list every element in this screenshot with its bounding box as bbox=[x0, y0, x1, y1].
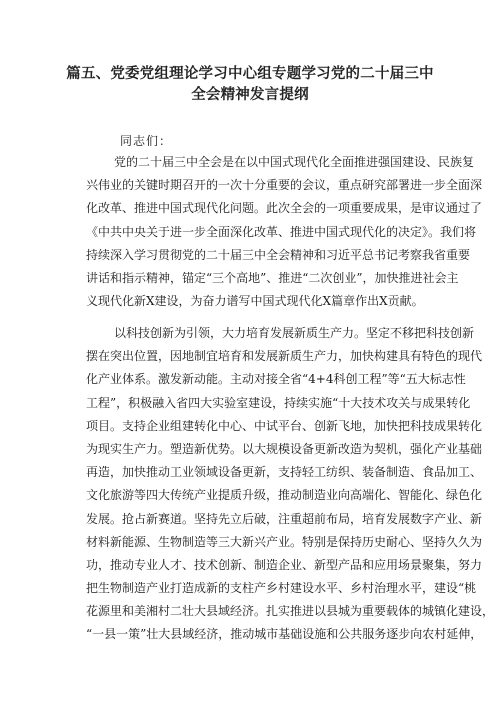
paragraph-2-line: 为现实生产力。塑造新优势。以大规模设备更新改造为契机，强化产业基础 bbox=[86, 441, 483, 456]
paragraph-2-line: 把生物制造产业打造成新的支柱产乡村建设水平、乡村治理水平，建设“桃 bbox=[86, 581, 477, 596]
paragraph-1-line: 持续深入学习贯彻党的二十届三中全会精神和习近平总书记考察我省重要 bbox=[86, 247, 471, 262]
paragraph-2-line: 材料新能源、生物制造等三大新兴产业。特别是保持历史耐心、坚持久久为 bbox=[86, 534, 483, 549]
paragraph-1 bbox=[86, 151, 483, 313]
paragraph-2-line: 功，推动专业人才、技术创新、制造企业、新型产品和应用场景聚集，努力 bbox=[86, 557, 483, 572]
paragraph-2-line: 花源里和美湘村二壮大县域经济。扎实推进以县城为重要载体的城镇化建设， bbox=[86, 604, 495, 619]
paragraph-1-line: 化改革、推进中国式现代化问题。此次全会的一项重要成果，是审议通过了 bbox=[86, 201, 483, 216]
paragraph-1-line: 《中共中央关于进一步全面深化改革、推进中国式现代化的决定》。我们将 bbox=[86, 224, 477, 239]
greeting: 同志们： bbox=[120, 134, 173, 148]
paragraph-1-line: 讲话和指示精神，锚定“三个高地”、推进“二次创业”，加快推进社会主 bbox=[86, 270, 459, 285]
paragraph-2-line: 以科技创新为引领，大力培育发展新质生产力。坚定不移把科技创新 bbox=[114, 326, 475, 340]
document-title-line1: 篇五、党委党组理论学习中心组专题学习党的二十届三中 bbox=[66, 66, 434, 82]
paragraph-2 bbox=[86, 322, 495, 647]
paragraph-2-line: 摆在突出位置，因地制宜培育和发展新质生产力，加快构建具有特色的现代 bbox=[86, 349, 483, 364]
paragraph-2-line: 工程”，积极融入省四大实验室建设，持续实施“十大技术攻关与成果转化 bbox=[86, 395, 471, 410]
paragraph-1-line: 党的二十届三中全会是在以中国式现代化全面推进强国建设、民族复 bbox=[114, 155, 475, 169]
paragraph-2-line: 发展。抢占新赛道。坚持先立后破，注重超前布局，培育发展数字产业、新 bbox=[86, 511, 483, 526]
paragraph-2-line: 再造，加快推动工业领域设备更新，支持轻工纺织、装备制造、食品加工、 bbox=[86, 465, 483, 480]
document-title-line2: 全会精神发言提纲 bbox=[191, 87, 309, 103]
paragraph-2-line: 文化旅游等四大传统产业提质升级，推动制造业向高端化、智能化、绿色化 bbox=[86, 488, 483, 503]
paragraph-1-line: 义现代化新X建设，为奋力谱写中国式现代化X篇章作出X贡献。 bbox=[86, 294, 424, 309]
paragraph-1-line: 兴伟业的关键时期召开的一次十分重要的会议，重点研究部署进一步全面深 bbox=[86, 178, 483, 193]
paragraph-2-line: 项目。支持企业组建转化中心、中试平台、创新飞地，加快把科技成果转化 bbox=[86, 418, 483, 433]
paragraph-2-line: 化产业体系。激发新动能。主动对接全省“4+4科创工程”等“五大标志性 bbox=[86, 372, 466, 387]
paragraph-2-line: “一县一策”壮大县域经济，推动城市基础设施和公共服务逐步向农村延伸， bbox=[86, 627, 483, 642]
